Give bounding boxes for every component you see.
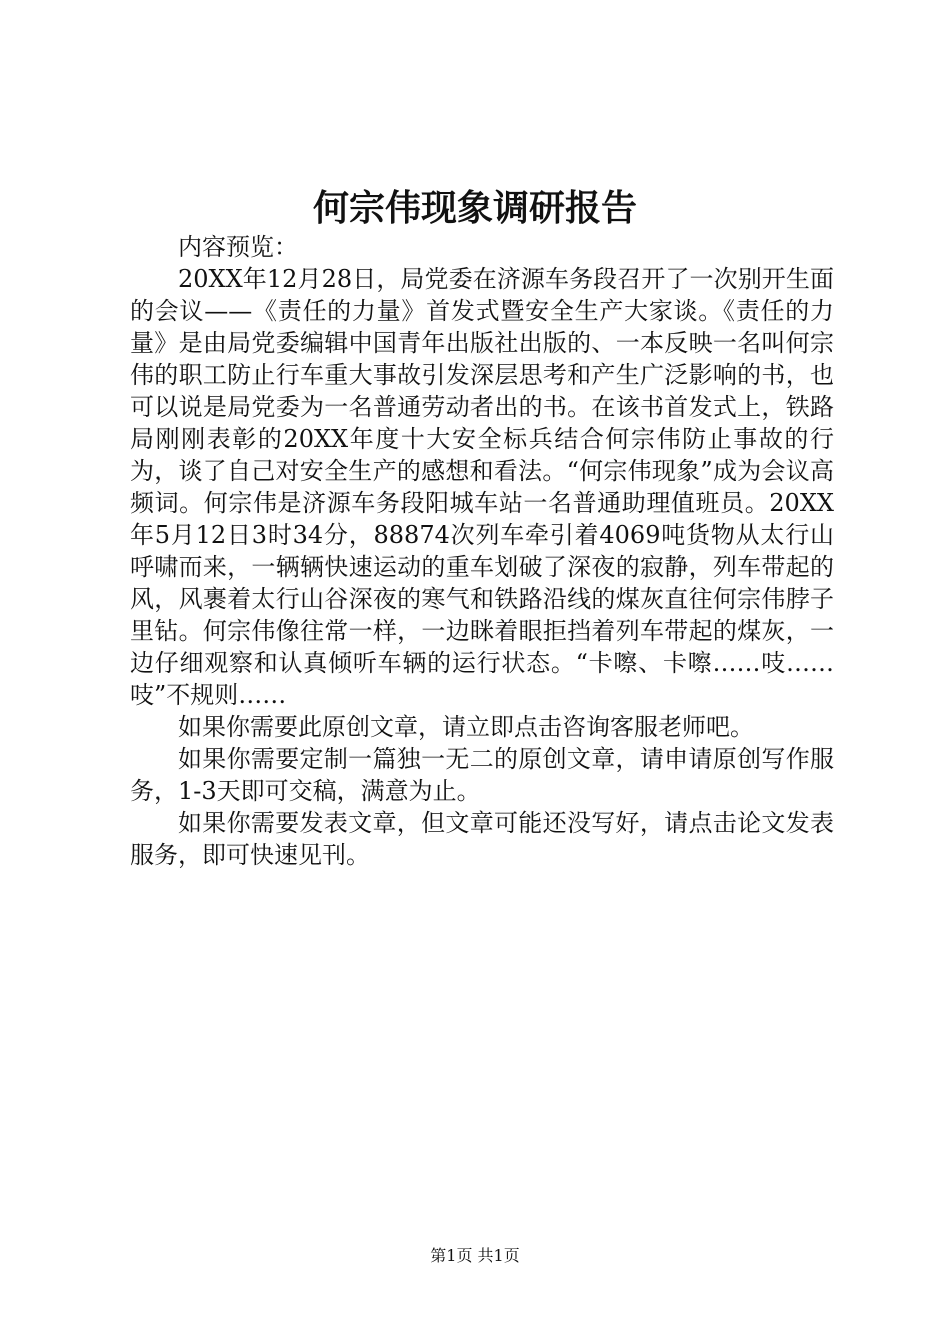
- preview-paragraph: 20XX年12月28日，局党委在济源车务段召开了一次别开生面的会议——《责任的力量》首发式暨安全生产大家谈。《责任的力量》是由局党委编辑中国青年出版社出版的、一本反映一名叫何宗伟的职工防止行车重大事故引发深层思考和产生广泛影响的书，也可以说是局党委为一名普通劳动者出的书。在该书首发式上，铁路局刚刚表彰的20XX年度十大安全标兵结合何宗伟防止事故的行为，谈了自己对安全生产的感想和看法。“何宗伟现象”成为会议高频词。何宗伟是济源车务段阳城车站一名普通助理值班员。20XX年5月12日3时34分，88874次列车牵引着4069吨货物从太行山呼啸而来，一辆辆快速运动的重车划破了深夜的寂静，列车带起的风，风裹着太行山谷深夜的寒气和铁路沿线的煤灰直往何宗伟脖子里钻。何宗伟像往常一样，一边眯着眼拒挡着列车带起的煤灰，一边仔细观察和认真倾听车辆的运行状态。“卡嚓、卡嚓……吱……吱”不规则……: [130, 265, 834, 709]
- document-body: [130, 231, 834, 871]
- page-footer: [0, 1245, 950, 1267]
- document-title: 何宗伟现象调研报告: [312, 187, 637, 229]
- cta-paragraph-consult: 如果你需要此原创文章，请立即点击咨询客服老师吧。: [178, 713, 754, 741]
- page-number: 第1页 共1页: [430, 1246, 520, 1265]
- preview-label: 内容预览：: [178, 233, 298, 261]
- cta-paragraph-publish: 如果你需要发表文章，但文章可能还没写好，请点击论文发表服务，即可快速见刊。: [130, 809, 834, 869]
- cta-paragraph-custom: 如果你需要定制一篇独一无二的原创文章，请申请原创写作服务，1-3天即可交稿，满意为止。: [130, 745, 834, 805]
